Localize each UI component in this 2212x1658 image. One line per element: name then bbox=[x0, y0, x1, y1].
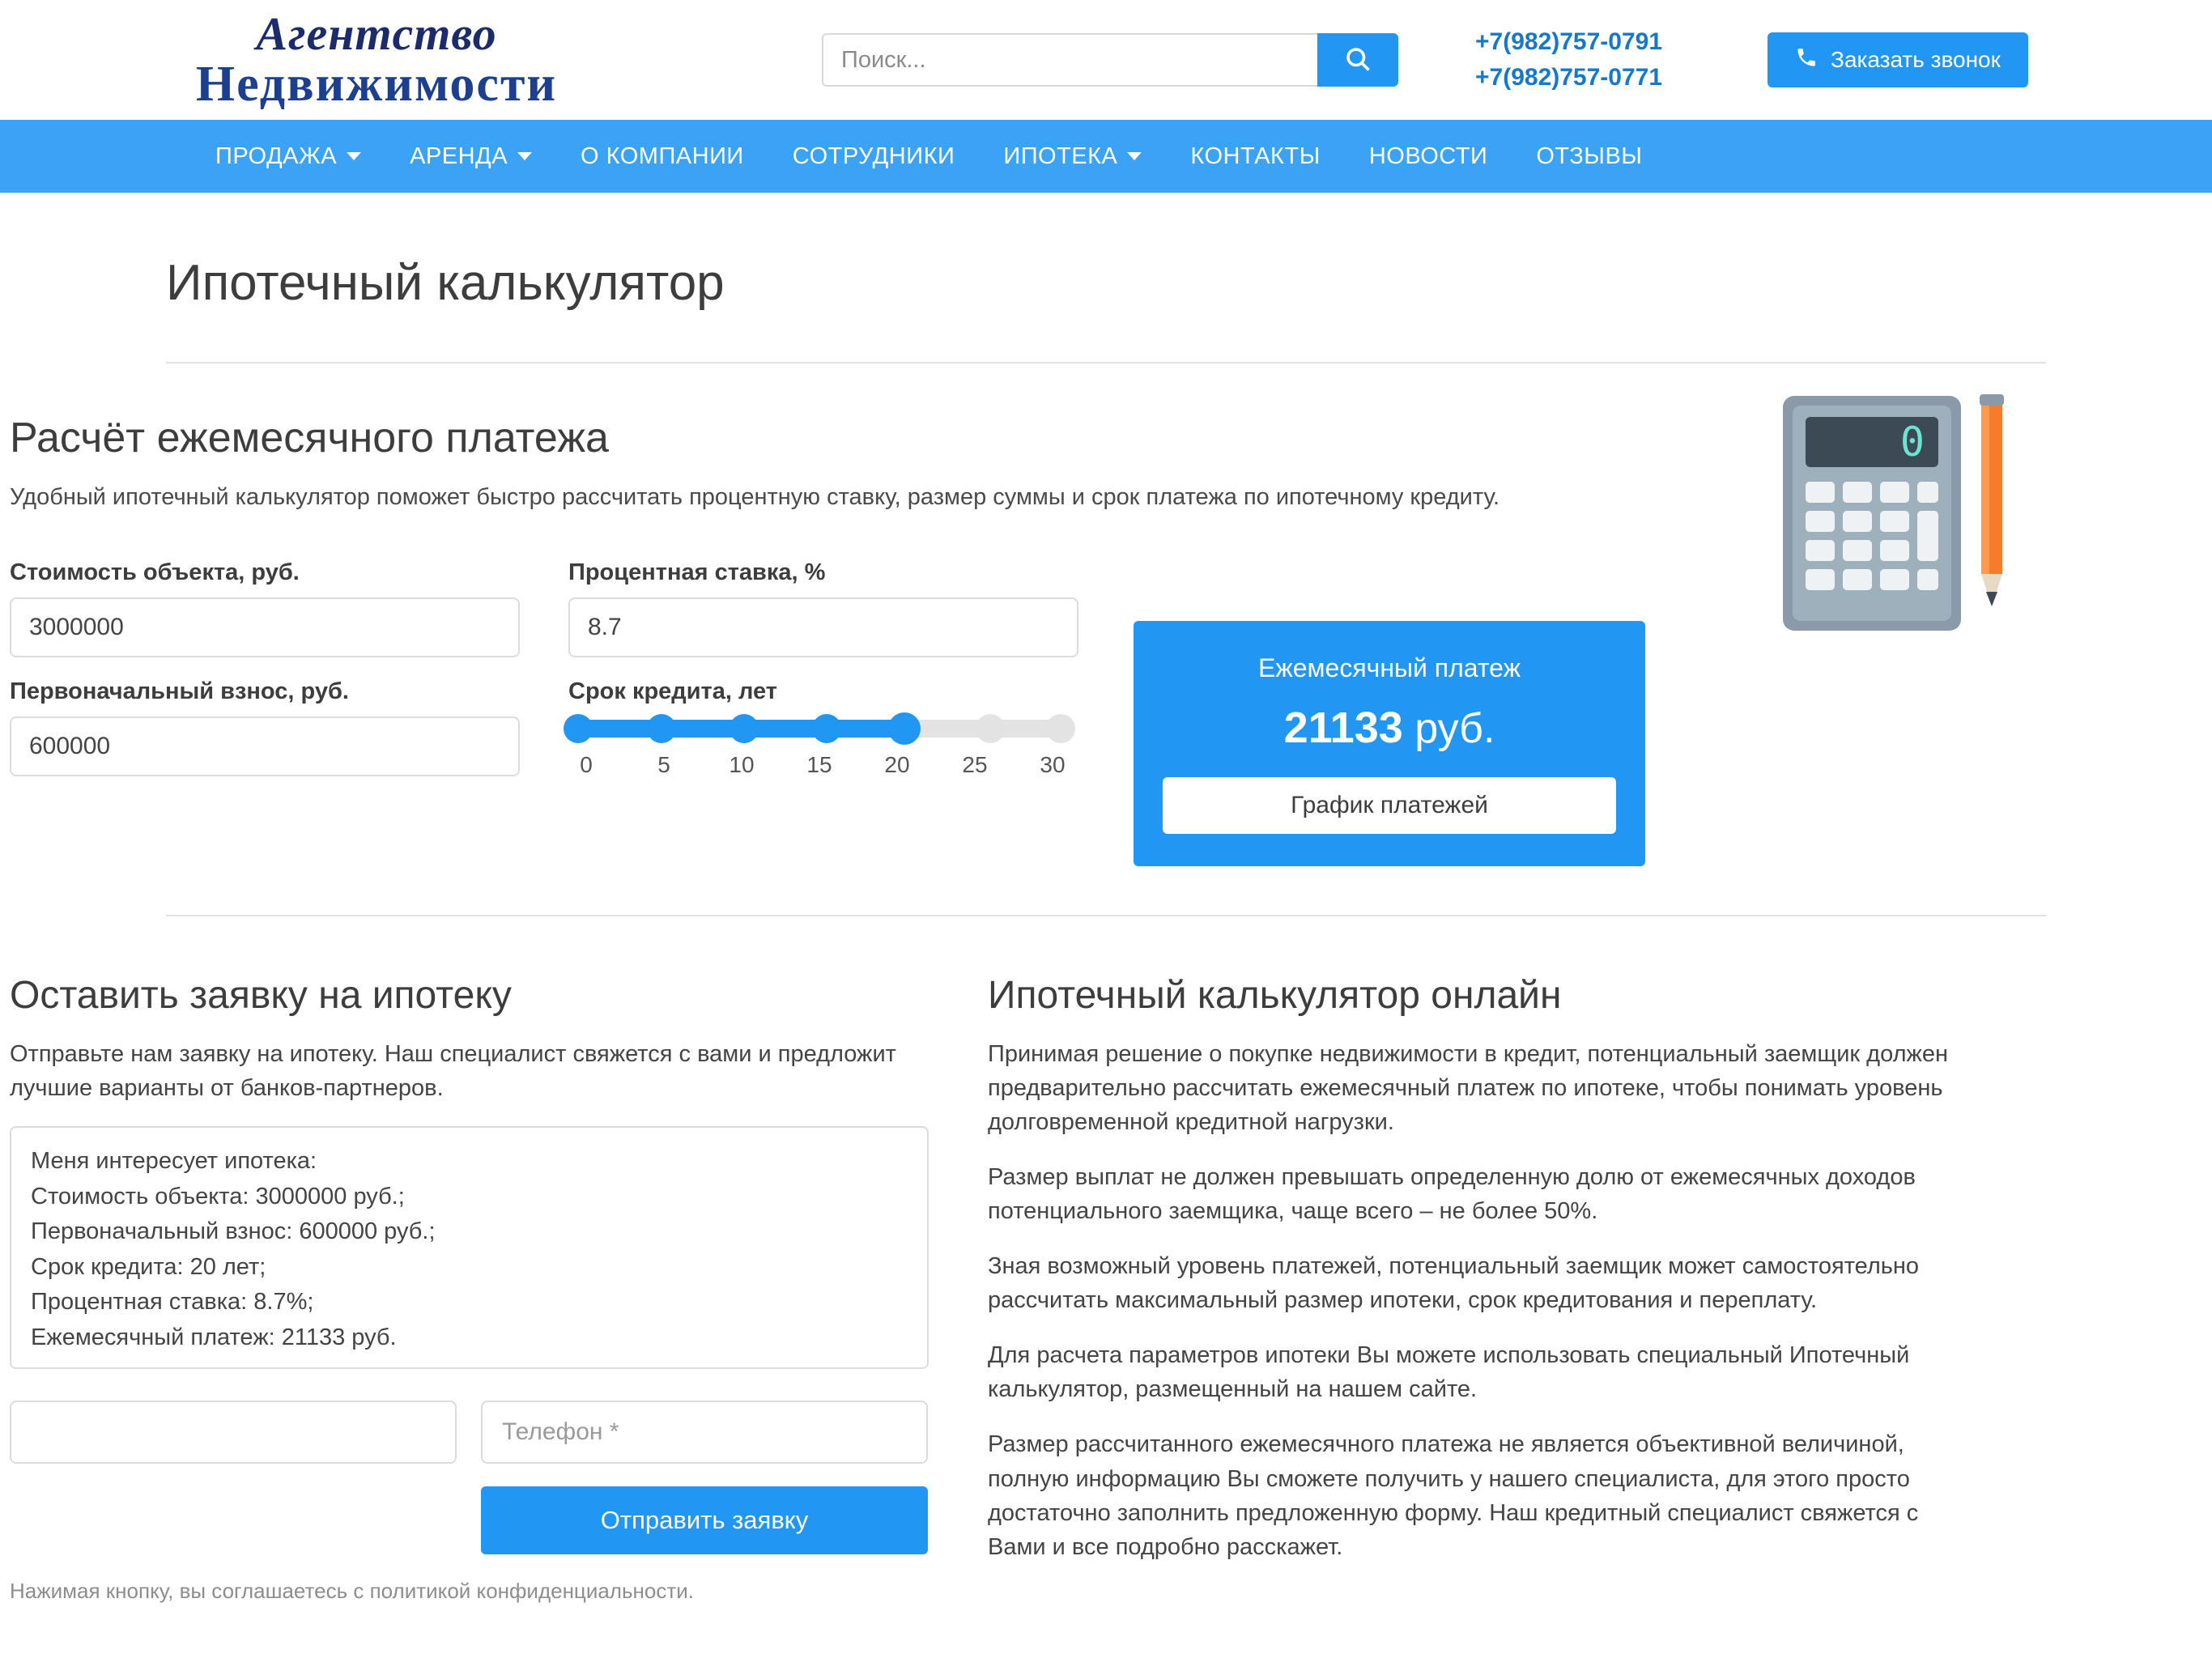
calculator-column-middle bbox=[568, 559, 1103, 799]
article-paragraph-1: Принимая решение о покупке недвижимости в кредит, потенциальный заемщик должен предварительно рассчитать ежемесячный платеж по ипотеке, чтобы понимать уровень долговременной кредитной нагрузки. bbox=[988, 1041, 1949, 1136]
request-form-row bbox=[10, 1401, 939, 1464]
site-header bbox=[0, 0, 2212, 120]
downpayment-field-block bbox=[10, 678, 544, 776]
term-slider-dot-0[interactable] bbox=[564, 714, 593, 743]
logo-line-2: Недвижимости bbox=[195, 57, 558, 112]
term-tick-5: 5 bbox=[657, 752, 670, 778]
callback-button[interactable] bbox=[1767, 32, 2028, 87]
result-title: Ежемесячный платеж bbox=[1257, 653, 1521, 683]
site-logo[interactable] bbox=[166, 7, 587, 112]
nav-label: ОТЗЫВЫ bbox=[1536, 142, 1643, 169]
callback-button-label: Заказать звонок bbox=[1831, 47, 2001, 72]
term-tick-0: 0 bbox=[580, 752, 593, 778]
term-slider-track[interactable] bbox=[568, 720, 1070, 738]
downpayment-label: Первоначальный взнос, руб. bbox=[10, 678, 349, 705]
term-slider-dot-5[interactable] bbox=[647, 714, 676, 743]
nav-label: СОТРУДНИКИ bbox=[792, 142, 955, 169]
rate-field-block bbox=[568, 559, 1103, 657]
term-tick-25: 25 bbox=[962, 752, 988, 778]
downpayment-input[interactable] bbox=[10, 716, 520, 776]
result-amount: 21133 bbox=[1283, 704, 1403, 753]
term-slider-dot-10[interactable] bbox=[730, 714, 759, 743]
chevron-down-icon bbox=[347, 152, 361, 160]
request-form bbox=[0, 973, 939, 1604]
chevron-down-icon bbox=[517, 152, 532, 160]
article-paragraph-2: Размер выплат не должен превышать определенную долю от ежемесячных доходов потенциального заемщика, чаще всего – не более 50%. bbox=[988, 1164, 1916, 1225]
nav-label: НОВОСТИ bbox=[1368, 142, 1488, 169]
term-slider-handle[interactable] bbox=[888, 712, 921, 745]
article-heading: Ипотечный калькулятор онлайн bbox=[988, 974, 1562, 1018]
calculator-section bbox=[0, 363, 2212, 866]
nav-item-o-kompanii[interactable] bbox=[556, 143, 768, 170]
article-paragraph-5: Размер рассчитанного ежемесячного платежа не является объективной величиной, полную информацию Вы сможете получить у нашего специалиста, для этого просто достаточно заполнить предложенную форму. Наш кредитный специалист свяжется с Вами и все подробно расскажет. bbox=[988, 1431, 1919, 1560]
request-form-lead: Отправьте нам заявку на ипотеку. Наш специалист свяжется с вами и предложит лучшие варианты от банков-партнеров. bbox=[10, 1041, 896, 1102]
submit-request-button[interactable]: Отправить заявку bbox=[481, 1486, 928, 1554]
nav-label: ИПОТЕКА bbox=[1003, 142, 1118, 169]
rate-label: Процентная ставка, % bbox=[568, 559, 826, 586]
term-slider[interactable] bbox=[568, 720, 1070, 778]
term-slider-ticks bbox=[568, 752, 1070, 778]
phone-list bbox=[1475, 28, 1662, 91]
nav-item-prodazha[interactable] bbox=[191, 143, 385, 170]
nav-item-sotrudniki[interactable] bbox=[768, 143, 980, 170]
nav-item-kontakty[interactable] bbox=[1166, 143, 1344, 170]
request-form-heading: Оставить заявку на ипотеку bbox=[10, 974, 512, 1018]
nav-item-otzyvy[interactable] bbox=[1512, 143, 1666, 170]
result-card bbox=[1134, 621, 1645, 866]
search-button[interactable] bbox=[1317, 33, 1398, 87]
svg-text:0: 0 bbox=[1899, 419, 1925, 466]
article-paragraph-3: Зная возможный уровень платежей, потенциальный заемщик может самостоятельно рассчитать максимальный размер ипотеки, срок кредитования и переплату. bbox=[988, 1253, 1919, 1314]
term-tick-20: 20 bbox=[884, 752, 910, 778]
search-icon bbox=[1343, 45, 1372, 76]
nav-label: КОНТАКТЫ bbox=[1190, 142, 1321, 169]
result-unit: руб. bbox=[1414, 705, 1495, 753]
phone-icon bbox=[1795, 46, 1818, 74]
logo-line-1: Агентство bbox=[256, 7, 497, 60]
term-slider-dot-30[interactable] bbox=[1046, 714, 1075, 743]
phone-secondary[interactable]: +7(982)757-0771 bbox=[1475, 64, 1663, 91]
article-section bbox=[988, 973, 1951, 1604]
nav-label: О КОМПАНИИ bbox=[581, 142, 744, 169]
term-tick-15: 15 bbox=[806, 752, 832, 778]
request-message-textarea[interactable] bbox=[10, 1126, 929, 1369]
result-value-row bbox=[1163, 703, 1616, 753]
phone-input[interactable] bbox=[481, 1401, 928, 1464]
calculator-heading: Расчёт ежемесячного платежа bbox=[10, 414, 609, 461]
term-slider-dot-25[interactable] bbox=[976, 714, 1005, 743]
name-input[interactable] bbox=[10, 1401, 457, 1464]
nav-item-novosti[interactable] bbox=[1345, 143, 1512, 170]
calculator-illustration bbox=[1775, 388, 2050, 655]
payment-schedule-button[interactable]: График платежей bbox=[1163, 777, 1616, 834]
price-input[interactable] bbox=[10, 597, 520, 657]
nav-label: ПРОДАЖА bbox=[215, 142, 338, 169]
calculator-column-left bbox=[10, 559, 544, 797]
search-box bbox=[822, 33, 1398, 87]
page-title: Ипотечный калькулятор bbox=[166, 255, 725, 311]
main-navigation bbox=[0, 120, 2212, 193]
article-paragraph-4: Для расчета параметров ипотеки Вы можете использовать специальный Ипотечный калькулятор, размещенный на нашем сайте. bbox=[988, 1342, 1910, 1403]
price-label: Стоимость объекта, руб. bbox=[10, 559, 300, 586]
search-input[interactable] bbox=[822, 33, 1317, 87]
nav-item-arenda[interactable] bbox=[385, 143, 556, 170]
page-title-wrap bbox=[0, 254, 2212, 312]
term-tick-10: 10 bbox=[729, 752, 755, 778]
nav-item-ipoteka[interactable] bbox=[979, 143, 1166, 170]
price-field-block bbox=[10, 559, 544, 657]
term-tick-30: 30 bbox=[1040, 752, 1066, 778]
term-label: Срок кредита, лет bbox=[568, 678, 777, 705]
calculator-lead: Удобный ипотечный калькулятор поможет быстро рассчитать процентную ставку, размер суммы и срок платежа по ипотечному кредиту. bbox=[10, 484, 1500, 510]
chevron-down-icon bbox=[1127, 152, 1142, 160]
privacy-note: Нажимая кнопку, вы соглашаетесь с политикой конфиденциальности. bbox=[10, 1579, 694, 1604]
term-field-block bbox=[568, 678, 1103, 778]
nav-label: АРЕНДА bbox=[410, 142, 508, 169]
bottom-section bbox=[0, 916, 2212, 1604]
rate-input[interactable] bbox=[568, 597, 1078, 657]
term-slider-dot-15[interactable] bbox=[812, 714, 841, 743]
phone-primary[interactable]: +7(982)757-0791 bbox=[1475, 28, 1663, 55]
